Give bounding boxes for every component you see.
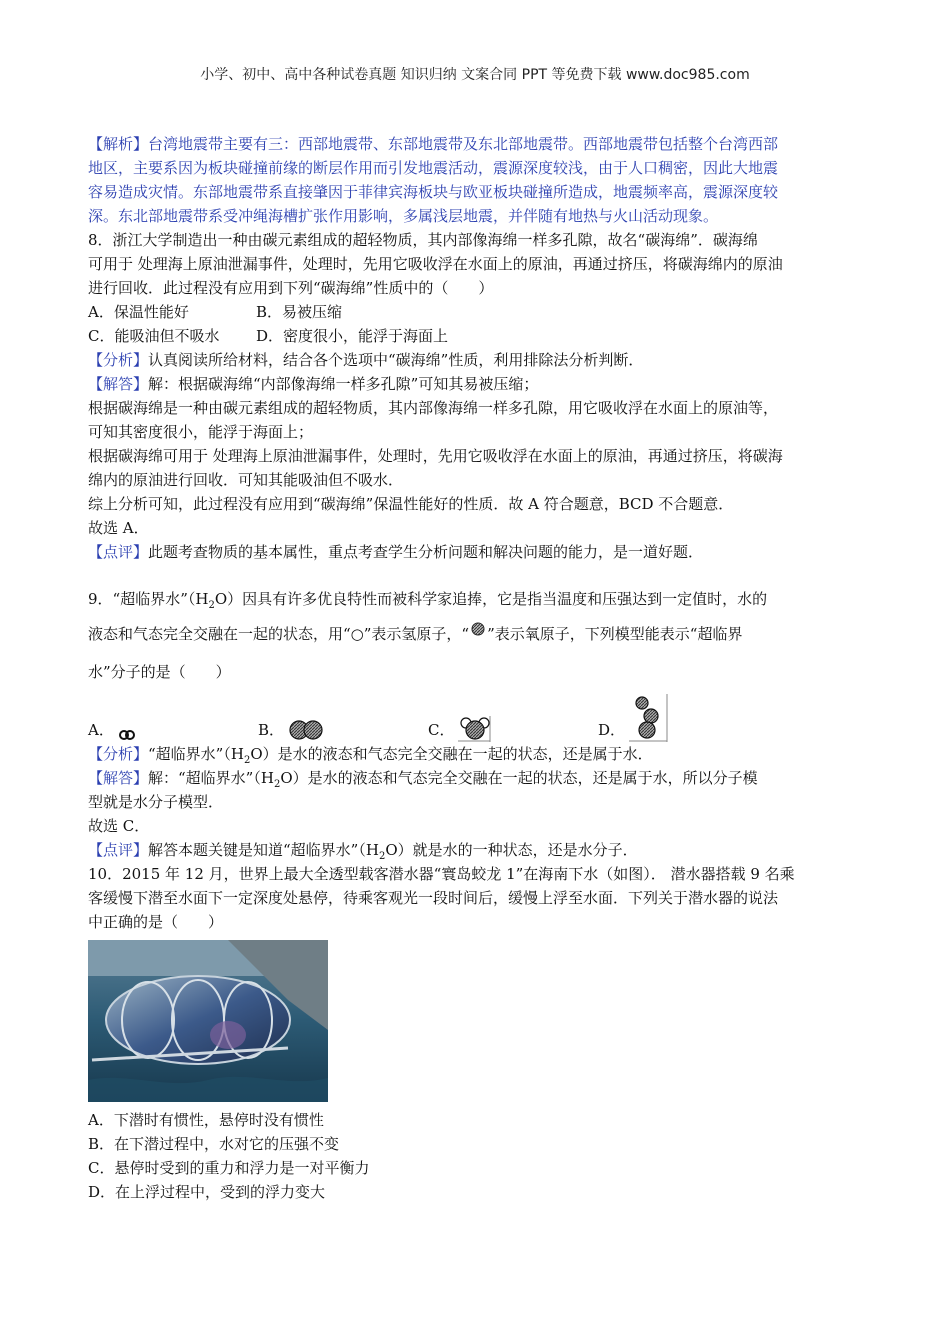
q9-text: 9．“超临界水”（H — [88, 590, 209, 608]
q8-fenxi-text: 认真阅读所给材料，结合各个选项中“碳海绵”性质，利用排除法分析判断． — [148, 351, 644, 369]
q8-dianping-text: 此题考查物质的基本属性，重点考查学生分析问题和解决问题的能力，是一道好题． — [148, 543, 704, 561]
q10-option-d: D．在上浮过程中，受到的浮力变大 — [88, 1183, 326, 1201]
q10-stem-line: 10．2015 年 12 月，世界上最大全透型载客潜水器“寰岛蛟龙 1”在海南下水（如图）． 潜水器搭载 9 名乘 — [88, 865, 795, 883]
page-content — [88, 132, 868, 1204]
q9-fenxi-tag: 【分析】 — [88, 745, 149, 763]
q9-option-a — [88, 718, 258, 742]
q9-dianping-text: O）就是水的一种状态，还是水分子． — [385, 841, 638, 859]
q7-jiexi-line: 容易造成灾情。东部地震带系直接肇因于菲律宾海板块与欧亚板块碰撞所造成，地震频率高，震源深度较 — [88, 183, 779, 201]
q8-jieda — [88, 372, 868, 396]
molecule-option-c — [458, 716, 492, 742]
q9-fenxi-text: O）是水的液态和气态完全交融在一起的状态，还是属于水． — [250, 745, 653, 763]
q8-fenxi — [88, 348, 868, 372]
q9-option-b — [258, 718, 428, 742]
q9-option-label: D． — [598, 721, 626, 739]
q8-stem-line: 进行回收．此过程没有应用到下列“碳海绵”性质中的（ ） — [88, 279, 494, 297]
question-9 — [88, 584, 868, 862]
q9-jieda-text: O）是水的液态和气态完全交融在一起的状态，还是属于水，所以分子模 — [280, 769, 758, 787]
q9-text: 液态和气态完全交融在一起的状态，用“○”表示氢原子，“ — [88, 625, 470, 643]
page-header: 小学、初中、高中各种试卷真题 知识归纳 文案合同 PPT 等免费下载 www.doc985.com — [200, 67, 750, 83]
q9-option-label: C． — [428, 721, 455, 739]
q9-text: ”表示氧原子，下列模型能表示“超临界 — [487, 625, 743, 643]
question-8 — [88, 228, 868, 564]
q8-option-b: B．易被压缩 — [256, 303, 343, 321]
q8-jieda-line: 根据碳海绵是一种由碳元素组成的超轻物质，其内部像海绵一样多孔隙，用它吸收浮在水面上的原油等， — [88, 399, 779, 417]
q8-jieda-line: 可知其密度很小，能浮于海面上； — [88, 423, 314, 441]
q9-jieda-line: 故选 C． — [88, 817, 150, 835]
q9-fenxi — [88, 742, 868, 766]
q9-option-label: A． — [88, 721, 114, 739]
molecule-option-a — [118, 728, 136, 742]
q8-jieda-line: 根据碳海绵可用于 处理海上原油泄漏事件，处理时，先用它吸收浮在水面上的原油，再通过挤压，将碳海 — [88, 447, 783, 465]
q8-dianping — [88, 540, 868, 564]
q9-text: O）因具有许多优良特性而被科学家追捧，它是指当温度和压强达到一定值时，水的 — [214, 590, 768, 608]
q9-jieda — [88, 766, 868, 790]
q7-jiexi-line: 地区，主要系因为板块碰撞前缘的断层作用而引发地震活动，震源深度较浅，由于人口稠密，因此大地震 — [88, 159, 779, 177]
molecule-option-b — [288, 718, 324, 742]
q8-option-d: D．密度很小，能浮于海面上 — [256, 327, 449, 345]
q9-jieda-line: 型就是水分子模型． — [88, 793, 224, 811]
q9-fenxi-text: “超临界水”（H — [148, 745, 244, 763]
q9-stem-line: 水”分子的是（ ） — [88, 663, 231, 681]
q7-jiexi-line: 深。东北部地震带系受冲绳海槽扩张作用影响，多属浅层地震，并伴随有地热与火山活动现象。 — [88, 207, 719, 225]
subscript: 2 — [378, 851, 386, 862]
q9-dianping-tag: 【点评】 — [88, 841, 149, 859]
subscript: 2 — [243, 755, 251, 766]
q8-stem-line: 8．浙江大学制造出一种由碳元素组成的超轻物质，其内部像海绵一样多孔隙，故名“碳海绵”．碳海绵 — [88, 231, 758, 249]
q9-options — [88, 694, 868, 742]
question-10 — [88, 862, 868, 1204]
q7-analysis — [88, 132, 868, 228]
q10-option-c: C．悬停时受到的重力和浮力是一对平衡力 — [88, 1159, 370, 1177]
q8-option-a: A．保温性能好 — [88, 303, 189, 321]
q8-option-c: C．能吸油但不吸水 — [88, 327, 220, 345]
q9-stem-line — [88, 584, 868, 614]
q8-jieda-line: 综上分析可知，此过程没有应用到“碳海绵”保温性能好的性质．故 A 符合题意，BCD 不合题意． — [88, 495, 734, 513]
q7-jiexi-tag: 【解析】 — [88, 135, 149, 153]
subscript: 2 — [273, 779, 281, 790]
q8-options-row — [88, 324, 868, 348]
q9-jieda-tag: 【解答】 — [88, 769, 149, 787]
q7-jiexi-line: 台湾地震带主要有三：西部地震带、东部地震带及东北部地震带。西部地震带包括整个台湾西部 — [148, 135, 779, 153]
q8-fenxi-tag: 【分析】 — [88, 351, 149, 369]
submersible-photo — [88, 940, 328, 1102]
q8-dianping-tag: 【点评】 — [88, 543, 149, 561]
q9-option-c — [428, 716, 598, 742]
q9-dianping-text: 解答本题关键是知道“超临界水”（H — [148, 841, 379, 859]
oxygen-atom-icon — [469, 616, 487, 656]
q9-jieda-text: 解：“超临界水”（H — [148, 769, 274, 787]
q9-option-d — [598, 694, 768, 742]
q10-stem-line: 中正确的是（ ） — [88, 913, 224, 931]
q9-dianping — [88, 838, 868, 862]
q10-option-a: A．下潜时有惯性，悬停时没有惯性 — [88, 1111, 324, 1129]
molecule-option-d — [629, 694, 669, 742]
q9-stem-line — [88, 614, 868, 656]
subscript: 2 — [208, 600, 215, 611]
q8-options-row — [88, 300, 868, 324]
q8-jieda-line: 绵内的原油进行回收．可知其能吸油但不吸水． — [88, 471, 404, 489]
q10-option-b: B．在下潜过程中，水对它的压强不变 — [88, 1135, 340, 1153]
q8-jieda-tag: 【解答】 — [88, 375, 149, 393]
q9-option-label: B． — [258, 721, 285, 739]
q8-jieda-text: 解：根据碳海绵“内部像海绵一样多孔隙”可知其易被压缩； — [148, 375, 539, 393]
q8-jieda-line: 故选 A． — [88, 519, 149, 537]
q8-stem-line: 可用于 处理海上原油泄漏事件，处理时，先用它吸收浮在水面上的原油，再通过挤压，将碳海绵内的原油 — [88, 255, 783, 273]
q10-stem-line: 客缓慢下潜至水面下一定深度处悬停，待乘客观光一段时间后，缓慢上浮至水面．下列关于潜水器的说法 — [88, 889, 779, 907]
